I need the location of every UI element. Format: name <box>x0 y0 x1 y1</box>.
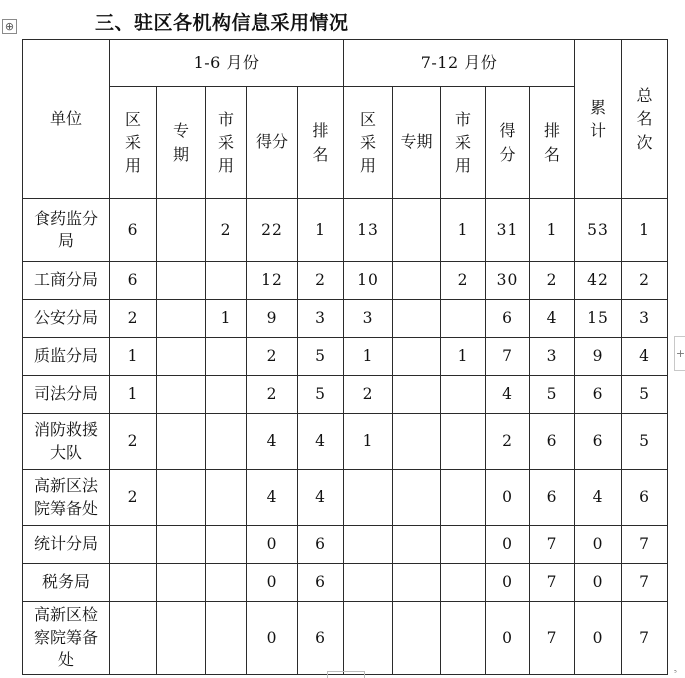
cell-city-adopted-2 <box>441 414 486 470</box>
header-city-adopted-2: 市采用 <box>441 87 486 199</box>
cell-district-adopted-1: 1 <box>110 376 157 414</box>
cell-city-adopted-1 <box>206 376 247 414</box>
cell-total: 0 <box>575 526 622 564</box>
cell-city-adopted-2 <box>441 300 486 338</box>
cell-overall-rank: 5 <box>622 376 668 414</box>
cell-district-adopted-2: 1 <box>344 338 393 376</box>
cell-score-1: 2 <box>247 338 298 376</box>
table-row <box>23 376 668 414</box>
cell-special-issue-2 <box>393 470 441 526</box>
cell-city-adopted-2: 1 <box>441 338 486 376</box>
cell-score-1: 4 <box>247 470 298 526</box>
cell-special-issue-1 <box>157 526 206 564</box>
cell-city-adopted-2 <box>441 376 486 414</box>
cell-overall-rank: 7 <box>622 564 668 602</box>
cell-special-issue-1 <box>157 564 206 602</box>
cell-score-2: 7 <box>486 338 530 376</box>
cell-special-issue-2 <box>393 300 441 338</box>
cell-city-adopted-1: 1 <box>206 300 247 338</box>
cell-score-1: 22 <box>247 199 298 262</box>
cell-city-adopted-2 <box>441 564 486 602</box>
cell-city-adopted-1 <box>206 414 247 470</box>
info-adoption-table <box>22 39 668 675</box>
cell-unit: 质监分局 <box>23 338 110 376</box>
cell-overall-rank: 7 <box>622 602 668 675</box>
cell-district-adopted-2: 13 <box>344 199 393 262</box>
header-period-1: 1-6 月份 <box>110 40 344 87</box>
cell-unit: 公安分局 <box>23 300 110 338</box>
cell-special-issue-1 <box>157 300 206 338</box>
cell-special-issue-1 <box>157 470 206 526</box>
cell-special-issue-2 <box>393 414 441 470</box>
cell-special-issue-1 <box>157 199 206 262</box>
cell-district-adopted-1: 2 <box>110 414 157 470</box>
cell-district-adopted-2 <box>344 602 393 675</box>
cell-city-adopted-2: 1 <box>441 199 486 262</box>
header-unit: 单位 <box>23 40 110 199</box>
cell-city-adopted-1 <box>206 602 247 675</box>
cell-ranking-2: 6 <box>530 414 575 470</box>
corner-mark-icon: ⁵ <box>674 669 677 677</box>
cell-district-adopted-1: 2 <box>110 470 157 526</box>
cell-unit: 高新区法院筹备处 <box>23 470 110 526</box>
table-row <box>23 414 668 470</box>
table-row <box>23 338 668 376</box>
cell-district-adopted-2 <box>344 526 393 564</box>
cell-unit: 高新区检察院筹备处 <box>23 602 110 675</box>
table-row <box>23 262 668 300</box>
cell-overall-rank: 6 <box>622 470 668 526</box>
cell-district-adopted-2 <box>344 470 393 526</box>
cell-city-adopted-2: 2 <box>441 262 486 300</box>
cell-city-adopted-1 <box>206 338 247 376</box>
cell-score-1: 0 <box>247 602 298 675</box>
cell-district-adopted-1 <box>110 526 157 564</box>
cell-special-issue-2 <box>393 526 441 564</box>
table-row <box>23 470 668 526</box>
cell-city-adopted-1 <box>206 526 247 564</box>
cell-ranking-1: 1 <box>298 199 344 262</box>
cell-ranking-2: 1 <box>530 199 575 262</box>
header-row-columns <box>23 87 668 199</box>
cell-overall-rank: 5 <box>622 414 668 470</box>
cell-score-2: 0 <box>486 564 530 602</box>
cell-special-issue-1 <box>157 602 206 675</box>
cell-ranking-1: 5 <box>298 376 344 414</box>
cell-district-adopted-2: 3 <box>344 300 393 338</box>
cell-district-adopted-1 <box>110 564 157 602</box>
cell-overall-rank: 7 <box>622 526 668 564</box>
cell-special-issue-2 <box>393 376 441 414</box>
header-period-2: 7-12 月份 <box>344 40 575 87</box>
header-row-periods <box>23 40 668 87</box>
cell-score-1: 2 <box>247 376 298 414</box>
cell-total: 6 <box>575 414 622 470</box>
cell-score-1: 4 <box>247 414 298 470</box>
cell-special-issue-1 <box>157 262 206 300</box>
cell-district-adopted-1 <box>110 602 157 675</box>
header-city-adopted-1: 市采用 <box>206 87 247 199</box>
cell-city-adopted-2 <box>441 470 486 526</box>
cell-unit: 税务局 <box>23 564 110 602</box>
cell-ranking-2: 7 <box>530 526 575 564</box>
cell-score-2: 30 <box>486 262 530 300</box>
cell-ranking-1: 4 <box>298 414 344 470</box>
cell-score-2: 0 <box>486 602 530 675</box>
cell-city-adopted-1 <box>206 564 247 602</box>
cell-special-issue-2 <box>393 338 441 376</box>
cell-score-2: 4 <box>486 376 530 414</box>
cell-total: 4 <box>575 470 622 526</box>
cell-unit: 司法分局 <box>23 376 110 414</box>
cell-score-1: 9 <box>247 300 298 338</box>
table-row <box>23 526 668 564</box>
cell-special-issue-2 <box>393 262 441 300</box>
header-special-issue-1: 专期 <box>157 87 206 199</box>
cell-total: 0 <box>575 564 622 602</box>
cell-overall-rank: 3 <box>622 300 668 338</box>
cell-unit: 工商分局 <box>23 262 110 300</box>
cell-ranking-1: 5 <box>298 338 344 376</box>
cell-overall-rank: 4 <box>622 338 668 376</box>
cell-ranking-2: 4 <box>530 300 575 338</box>
cell-ranking-2: 3 <box>530 338 575 376</box>
header-ranking-2: 排名 <box>530 87 575 199</box>
header-special-issue-2: 专期 <box>393 87 441 199</box>
cell-total: 0 <box>575 602 622 675</box>
add-column-handle-icon[interactable]: + <box>674 336 685 371</box>
cell-total: 42 <box>575 262 622 300</box>
table-row <box>23 199 668 262</box>
section-title: 三、驻区各机构信息采用情况 <box>95 12 349 34</box>
cell-score-1: 12 <box>247 262 298 300</box>
cell-score-1: 0 <box>247 564 298 602</box>
cell-total: 9 <box>575 338 622 376</box>
cell-district-adopted-2: 1 <box>344 414 393 470</box>
cell-total: 53 <box>575 199 622 262</box>
cell-district-adopted-2: 10 <box>344 262 393 300</box>
cell-ranking-1: 6 <box>298 564 344 602</box>
cell-overall-rank: 1 <box>622 199 668 262</box>
header-total: 累计 <box>575 40 622 199</box>
cell-ranking-1: 6 <box>298 602 344 675</box>
cell-city-adopted-1 <box>206 262 247 300</box>
cell-total: 15 <box>575 300 622 338</box>
cell-score-2: 6 <box>486 300 530 338</box>
cell-ranking-1: 4 <box>298 470 344 526</box>
cell-unit: 统计分局 <box>23 526 110 564</box>
cell-city-adopted-2 <box>441 526 486 564</box>
cell-district-adopted-1: 2 <box>110 300 157 338</box>
cell-ranking-1: 3 <box>298 300 344 338</box>
cell-ranking-1: 2 <box>298 262 344 300</box>
cell-district-adopted-2 <box>344 564 393 602</box>
header-district-adopted-2: 区采用 <box>344 87 393 199</box>
header-score-1: 得分 <box>247 87 298 199</box>
cell-ranking-2: 7 <box>530 564 575 602</box>
header-district-adopted-1: 区采用 <box>110 87 157 199</box>
cell-special-issue-1 <box>157 414 206 470</box>
cell-ranking-2: 6 <box>530 470 575 526</box>
header-score-2: 得分 <box>486 87 530 199</box>
cell-score-2: 0 <box>486 470 530 526</box>
cell-score-2: 0 <box>486 526 530 564</box>
header-ranking-1: 排名 <box>298 87 344 199</box>
table-row <box>23 564 668 602</box>
cell-district-adopted-1: 6 <box>110 262 157 300</box>
cell-special-issue-2 <box>393 602 441 675</box>
cell-overall-rank: 2 <box>622 262 668 300</box>
cell-total: 6 <box>575 376 622 414</box>
cell-district-adopted-1: 1 <box>110 338 157 376</box>
cell-special-issue-2 <box>393 199 441 262</box>
cell-unit: 消防救援大队 <box>23 414 110 470</box>
cell-city-adopted-1 <box>206 470 247 526</box>
cell-ranking-1: 6 <box>298 526 344 564</box>
table-move-handle-icon[interactable]: ⊕ <box>2 19 17 34</box>
cell-ranking-2: 5 <box>530 376 575 414</box>
cell-district-adopted-1: 6 <box>110 199 157 262</box>
cell-district-adopted-2: 2 <box>344 376 393 414</box>
table-row <box>23 602 668 675</box>
header-overall-rank: 总名次 <box>622 40 668 199</box>
cell-special-issue-1 <box>157 338 206 376</box>
cell-score-2: 31 <box>486 199 530 262</box>
cell-unit: 食药监分局 <box>23 199 110 262</box>
cell-city-adopted-1: 2 <box>206 199 247 262</box>
cell-score-1: 0 <box>247 526 298 564</box>
cell-special-issue-2 <box>393 564 441 602</box>
cell-city-adopted-2 <box>441 602 486 675</box>
cell-ranking-2: 7 <box>530 602 575 675</box>
table-row <box>23 300 668 338</box>
cell-ranking-2: 2 <box>530 262 575 300</box>
cell-score-2: 2 <box>486 414 530 470</box>
cell-special-issue-1 <box>157 376 206 414</box>
